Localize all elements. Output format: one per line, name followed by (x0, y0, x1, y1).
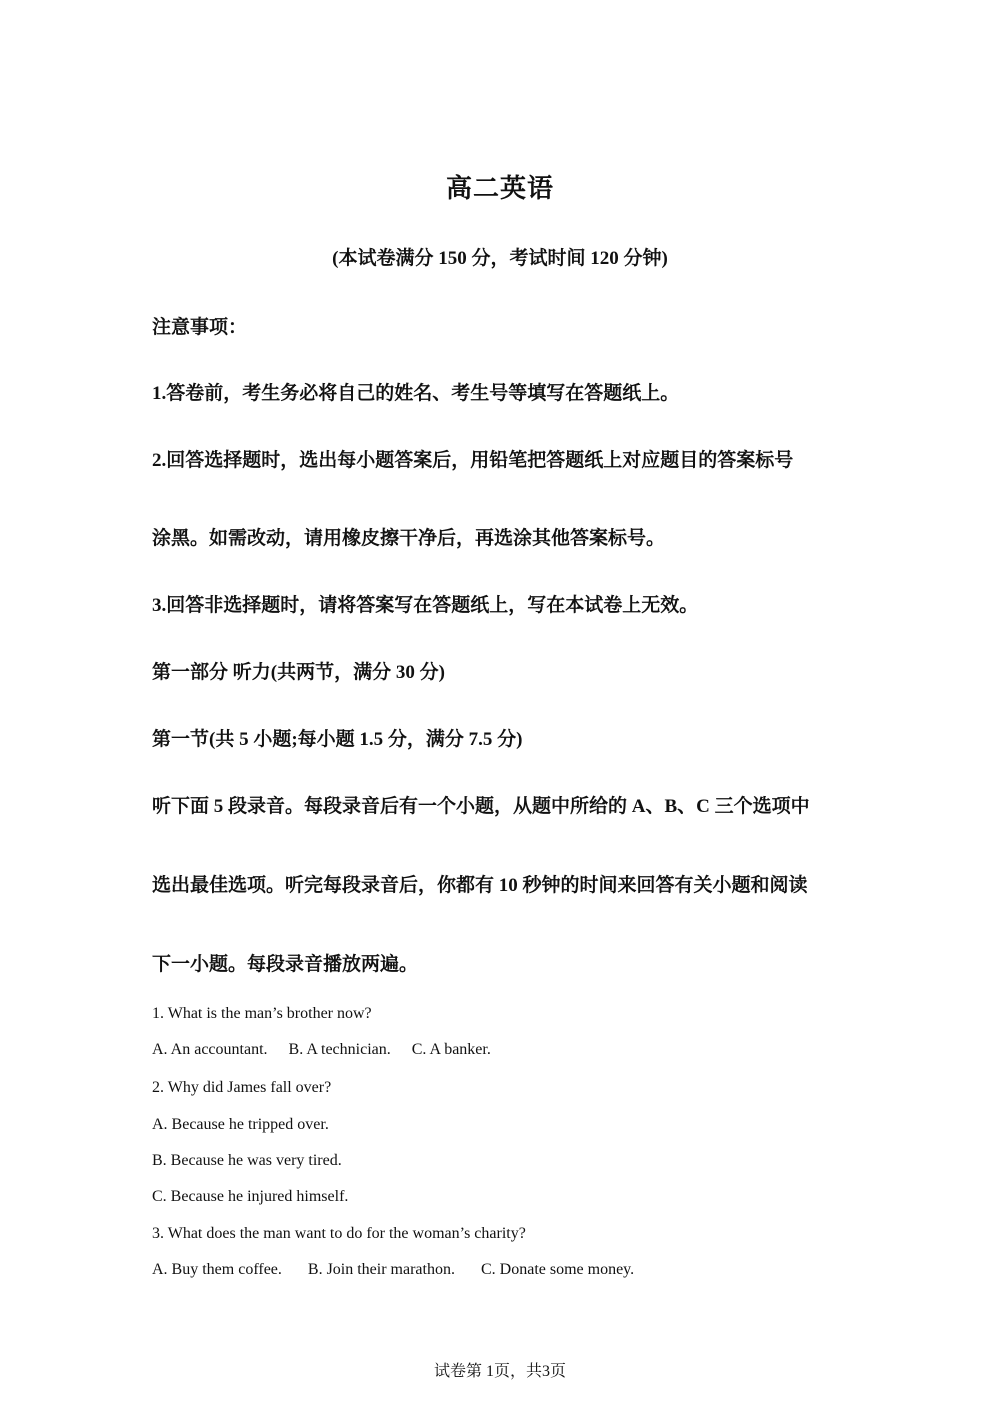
q2-option-a: A. Because he tripped over. (152, 1116, 329, 1133)
question-1-options (152, 1041, 491, 1059)
part1-heading: 第一部分 听力(共两节，满分 30 分) (152, 662, 445, 683)
notice-item-2-line-1: 2.回答选择题时，选出每小题答案后，用铅笔把答题纸上对应题目的答案标号 (152, 450, 794, 471)
instructions-line-1: 听下面 5 段录音。每段录音后有一个小题，从题中所给的 A、B、C 三个选项中 (152, 796, 810, 817)
q2-option-c: C. Because he injured himself. (152, 1188, 349, 1205)
question-3: 3. What does the man want to do for the woman’s charity? (152, 1225, 526, 1242)
q3-option-b: B. Join their marathon. (307, 1261, 455, 1278)
exam-info: (本试卷满分 150 分，考试时间 120 分钟) (332, 248, 668, 269)
q2-option-b: B. Because he was very tired. (152, 1152, 342, 1169)
question-2: 2. Why did James fall over? (152, 1079, 332, 1096)
section1-heading: 第一节(共 5 小题;每小题 1.5 分，满分 7.5 分) (152, 729, 523, 750)
q3-option-a: A. Buy them coffee. (152, 1261, 282, 1278)
q1-option-b: B. A technician. (288, 1041, 391, 1058)
q1-option-c: C. A banker. (411, 1041, 491, 1058)
question-3-options (152, 1261, 634, 1279)
notice-item-1: 1.答卷前，考生务必将自己的姓名、考生号等填写在答题纸上。 (152, 383, 680, 404)
q1-option-a: A. An accountant. (152, 1041, 268, 1058)
notice-heading: 注意事项： (152, 317, 248, 338)
instructions-line-2: 选出最佳选项。听完每段录音后，你都有 10 秒钟的时间来回答有关小题和阅读 (152, 875, 808, 896)
notice-item-2-line-2: 涂黑。如需改动，请用橡皮擦干净后，再选涂其他答案标号。 (152, 528, 666, 549)
question-1: 1. What is the man’s brother now? (152, 1005, 372, 1022)
instructions-line-3: 下一小题。每段录音播放两遍。 (152, 954, 419, 975)
page-footer: 试卷第 1页，共3页 (433, 1363, 566, 1380)
q3-option-c: C. Donate some money. (480, 1261, 635, 1278)
notice-item-3: 3.回答非选择题时，请将答案写在答题纸上，写在本试卷上无效。 (152, 595, 699, 616)
page-title: 高二英语 (445, 174, 554, 203)
